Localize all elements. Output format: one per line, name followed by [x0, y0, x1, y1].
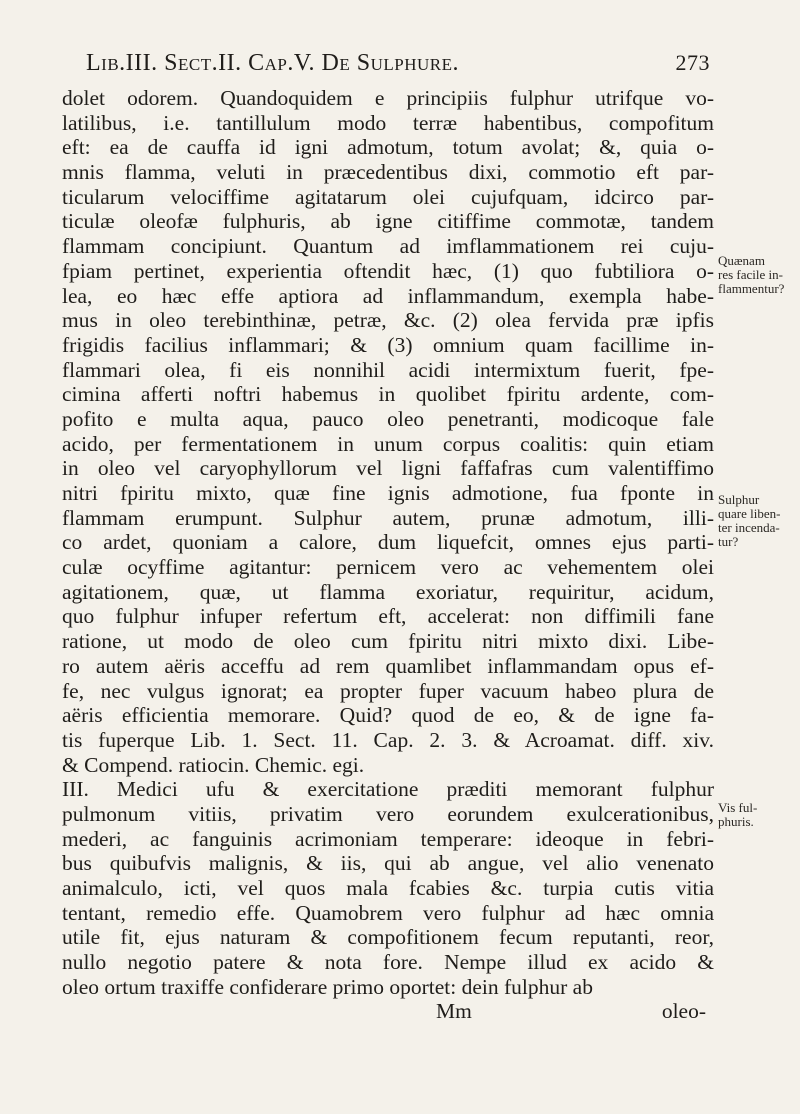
text-line: acido, per fermentationem in unum corpus coalitis: quin etiam [62, 431, 714, 456]
text-line: flammam concipiunt. Quantum ad imflammationem rei cuju- [62, 234, 714, 259]
signature-mark: Mm [435, 999, 472, 1024]
text-line: fpiam pertinet, experientia oftendit hæc, (1) quo fubtiliora o- [62, 258, 714, 283]
text-line: tentant, remedio effe. Quamobrem vero fulphur ad hæc omnia [62, 900, 714, 925]
text-line: animalculo, icti, vel quos mala fcabies &c. turpia cutis vitia [62, 876, 714, 900]
text-line: frigidis facilius inflammari; & (3) omnium quam facillime in- [62, 332, 714, 357]
text-line: pofito e multa aqua, pauco oleo penetranti, modicoque fale [62, 406, 714, 431]
margin-note-line: res facile in- [718, 268, 783, 282]
text-line: nitri fpiritu mixto, quæ fine ignis admotione, fua fponte in [62, 481, 714, 505]
margin-note-line: tur? [718, 535, 739, 549]
text-line: flammari olea, fi eis nonnihil acidi intermixtum fuerit, fpe- [62, 357, 714, 382]
margin-note-line: quare liben- [718, 507, 781, 521]
text-line: quo fulphur infuper refertum eft, accelerat: non diffimili fane [62, 604, 714, 629]
running-header [86, 44, 710, 84]
signature-line [62, 999, 714, 1024]
text-line: mus in oleo terebinthinæ, petræ, &c. (2) olea fervida præ ipfis [62, 308, 714, 333]
main-text [62, 86, 714, 1024]
text-line: lea, eo hæc effe aptiora ad inflammandum, exempla habe- [62, 283, 714, 308]
text-line: co ardet, quoniam a calore, dum liquefcit, omnes ejus parti- [62, 530, 714, 555]
text-line: agitationem, quæ, ut flamma exoriatur, requiritur, acidum, [62, 579, 714, 604]
text-line: flammam erumpunt. Sulphur autem, prunæ admotum, illi- [62, 505, 714, 530]
text-line: in oleo vel caryophyllorum vel ligni faffafras cum valentiffimo [62, 456, 714, 481]
margin-note-line: phuris. [718, 815, 754, 829]
margin-note-flammable [718, 254, 796, 296]
margin-note-line: Sulphur [718, 493, 760, 507]
text-line: mederi, ac fanguinis acrimoniam temperare: ideoque in febri- [62, 826, 714, 851]
text-line: pulmonum vitiis, privatim vero eorundem exulcerationibus, [62, 801, 714, 826]
text-line: cimina afferti noftri habemus in quolibet fpiritu ardente, com- [62, 382, 714, 407]
text-line: nullo negotio patere & nota fore. Nempe illud ex acido & [62, 950, 714, 975]
margin-note-sulphur-virtue [718, 801, 796, 829]
catchword: oleo- [661, 999, 706, 1024]
text-line: latilibus, i.e. tantillulum modo terræ habentibus, compofitum [62, 110, 714, 135]
text-line: utile fit, ejus naturam & compofitionem fecum reputanti, reor, [62, 925, 714, 950]
margin-note-line: Quænam [718, 254, 765, 268]
text-line: culæ ocyffime agitantur: pernicem vero ac vehementem olei [62, 555, 714, 580]
text-line: ticularum velociffime agitatarum olei cujufquam, idcirco par- [62, 184, 714, 209]
margin-note-line: ter incenda- [718, 521, 780, 535]
text-line: mnis flamma, veluti in præcedentibus dixi, commotio eft par- [62, 160, 714, 185]
margin-note-line: Vis ful- [718, 801, 758, 815]
text-line: dolet odorem. Quandoquidem e principiis fulphur utrifque vo- [62, 86, 714, 110]
text-line: ratione, ut modo de oleo cum fpiritu nitri mixto dixi. Libe- [62, 629, 714, 654]
text-line: ticulæ oleofæ fulphuris, ab igne citiffime commotæ, tandem [62, 209, 714, 234]
text-line: eft: ea de cauffa id igni admotum, totum avolat; &, quia o- [62, 135, 714, 160]
text-line: oleo ortum traxiffe confiderare primo oportet: dein fulphur ab [62, 974, 593, 999]
text-line: tis fuperque Lib. 1. Sect. 11. Cap. 2. 3. & Acroamat. diff. xiv. [62, 727, 714, 752]
page-number: 273 [675, 50, 710, 75]
text-line: & Compend. ratiocin. Chemic. egi. [62, 752, 365, 777]
text-line: bus quibufvis malignis, & iis, qui ab angue, vel alio venenato [62, 851, 714, 876]
margin-note-sulphur-ignites [718, 493, 796, 549]
text-line: fe, nec vulgus ignorat; ea propter fuper vacuum habeo plura de [62, 678, 714, 703]
text-line: III. Medici ufu & exercitatione præditi memorant fulphur [62, 777, 714, 802]
margin-note-line: flammentur? [718, 282, 785, 296]
text-line: ro autem aëris acceffu ad rem quamlibet inflammandam opus ef- [62, 653, 714, 678]
running-title: Lib.III. Sect.II. Cap.V. De Sulphure. [86, 50, 460, 76]
text-line: aëris efficientia memorare. Quid? quod de eo, & de igne fa- [62, 703, 714, 728]
